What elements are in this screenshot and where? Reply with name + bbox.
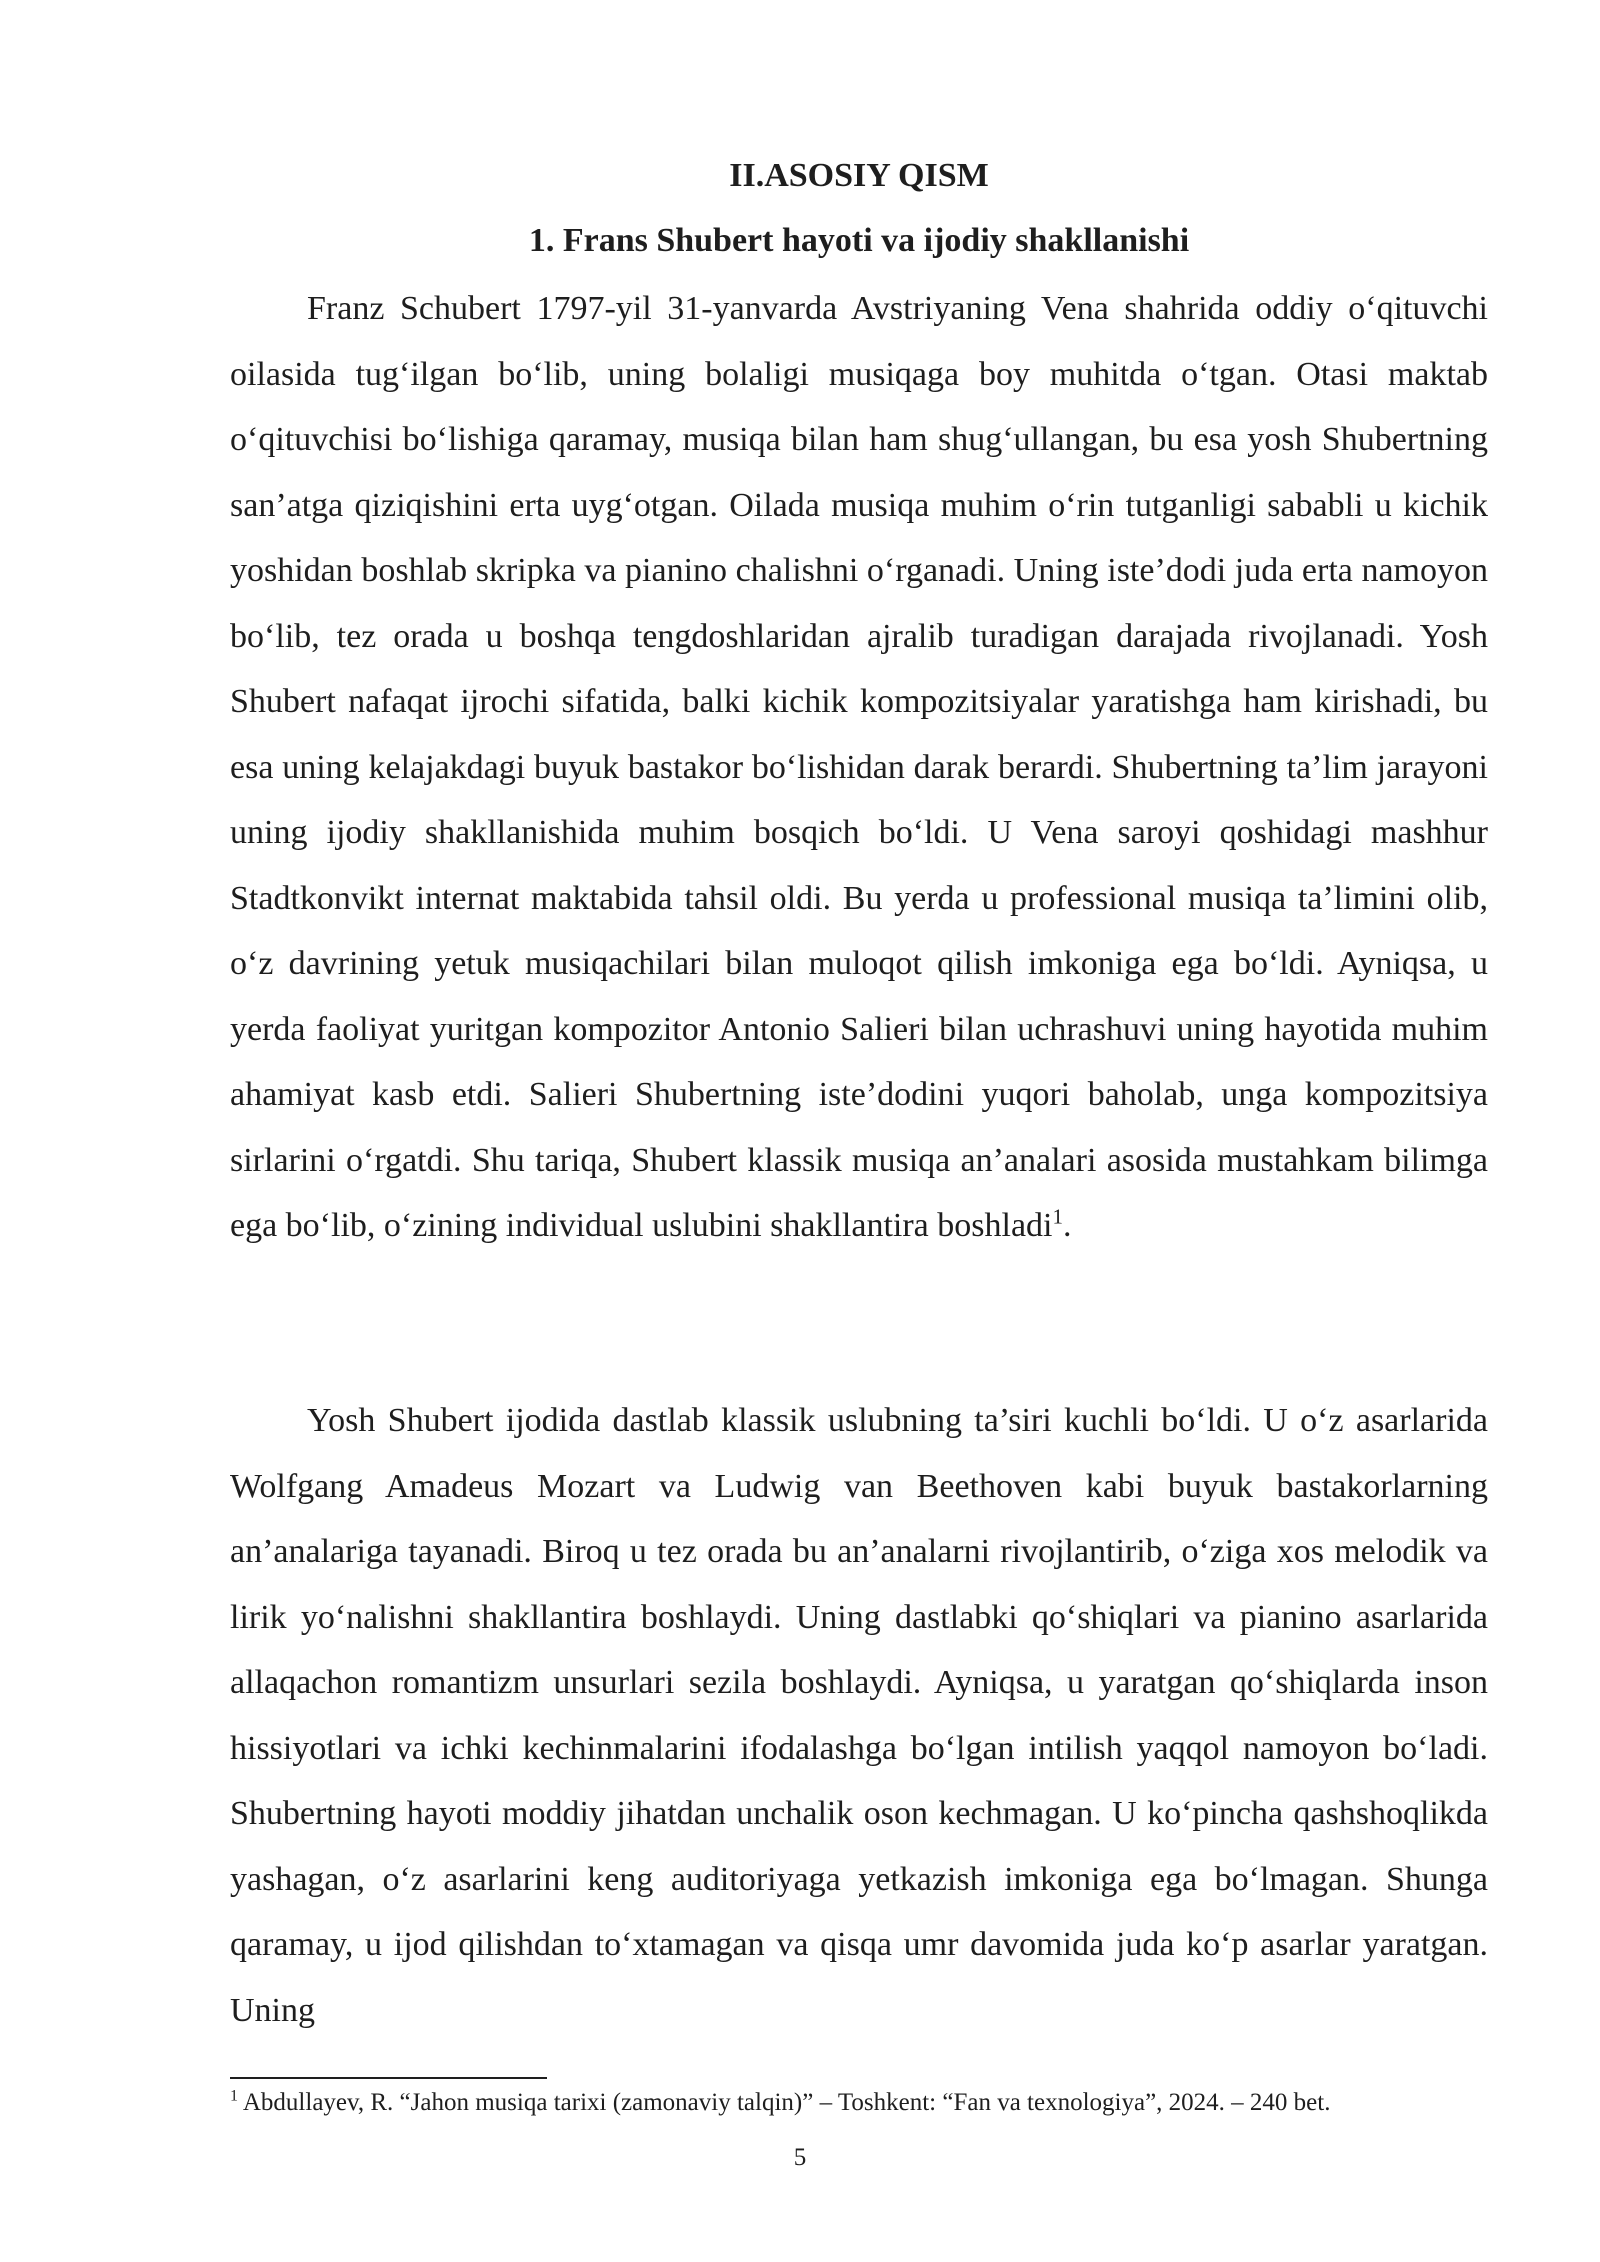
- paragraph-1-end: .: [1062, 1207, 1072, 1244]
- body-paragraph-2: Yosh Shubert ijodida dastlab klassik uslubning ta’siri kuchli bo‘ldi. U o‘z asarlarida Wolfgang Amadeus Mozart va Ludwig van Beethoven kabi buyuk bastakorlarning an’analariga tayanadi. Biroq u tez orada bu an’analarni rivojlantirib, o‘ziga xos melodik va lirik yo‘nalishni shakllantira boshlaydi. Uning dastlabki qo‘shiqlari va pianino asarlarida allaqachon romantizm unsurlari sezila boshlaydi. Ayniqsa, u yaratgan qo‘shiqlarda inson hissiyotlari va ichki kechinmalarini ifodalashga bo‘lgan intilish yaqqol namoyon bo‘ladi. Shubertning hayoti moddiy jihatdan unchalik oson kechmagan. U ko‘pincha qashshoqlikda yashagan, o‘z asarlarini keng auditoriyaga yetkazish imkoniga ega bo‘lmagan. Shunga qaramay, u ijod qilishdan to‘xtamagan va qisqa umr davomida juda ko‘p asarlar yaratgan. Uning: [230, 1402, 1488, 2029]
- section-title: II.ASOSIY QISM: [729, 157, 989, 194]
- footnote-reference[interactable]: 1: [1052, 1204, 1063, 1229]
- chapter-title: 1. Frans Shubert hayoti va ijodiy shakllanishi: [528, 222, 1190, 259]
- footnote-separator: [230, 2077, 547, 2079]
- footnote: [230, 2086, 1488, 2120]
- page-number: 5: [793, 2144, 807, 2171]
- footnote-number: 1: [230, 2087, 238, 2105]
- paragraph-1-text: Franz Schubert 1797-yil 31-yanvarda Avstriyaning Vena shahrida oddiy o‘qituvchi oilasida tug‘ilgan bo‘lib, uning bolaligi musiqaga boy muhitda o‘tgan. Otasi maktab o‘qituvchisi bo‘lishiga qaramay, musiqa bilan ham shug‘ullangan, bu esa yosh Shubertning san’atga qiziqishini erta uyg‘otgan. Oilada musiqa muhim o‘rin tutganligi sababli u kichik yoshidan boshlab skripka va pianino chalishni o‘rganadi. Uning iste’dodi juda erta namoyon bo‘lib, tez orada u boshqa tengdoshlaridan ajralib turadigan darajada rivojlanadi. Yosh Shubert nafaqat ijrochi sifatida, balki kichik kompozitsiyalar yaratishga ham kirishadi, bu esa uning kelajakdagi buyuk bastakor bo‘lishidan darak berardi. Shubertning ta’lim jarayoni uning ijodiy shakllanishida muhim bosqich bo‘ldi. U Vena saroyi qoshidagi mashhur Stadtkonvikt internat maktabida tahsil oldi. Bu yerda u professional musiqa ta’limini olib, o‘z davrining yetuk musiqachilari bilan muloqot qilish imkoniga ega bo‘ldi. Ayniqsa, u yerda faoliyat yuritgan kompozitor Antonio Salieri bilan uchrashuvi uning hayotida muhim ahamiyat kasb etdi. Salieri Shubertning iste’dodini yuqori baholab, unga kompozitsiya sirlarini o‘rgatdi. Shu tariqa, Shubert klassik musiqa an’analari asosida mustahkam bilimga ega bo‘lib, o‘zining individual uslubini shakllantira boshladi: [230, 290, 1488, 1244]
- body-paragraph-1: [230, 276, 1488, 1259]
- footnote-text: Abdullayev, R. “Jahon musiqa tarixi (zamonaviy talqin)” – Toshkent: “Fan va texnologiya”, 2024. – 240 bet.: [238, 2089, 1331, 2116]
